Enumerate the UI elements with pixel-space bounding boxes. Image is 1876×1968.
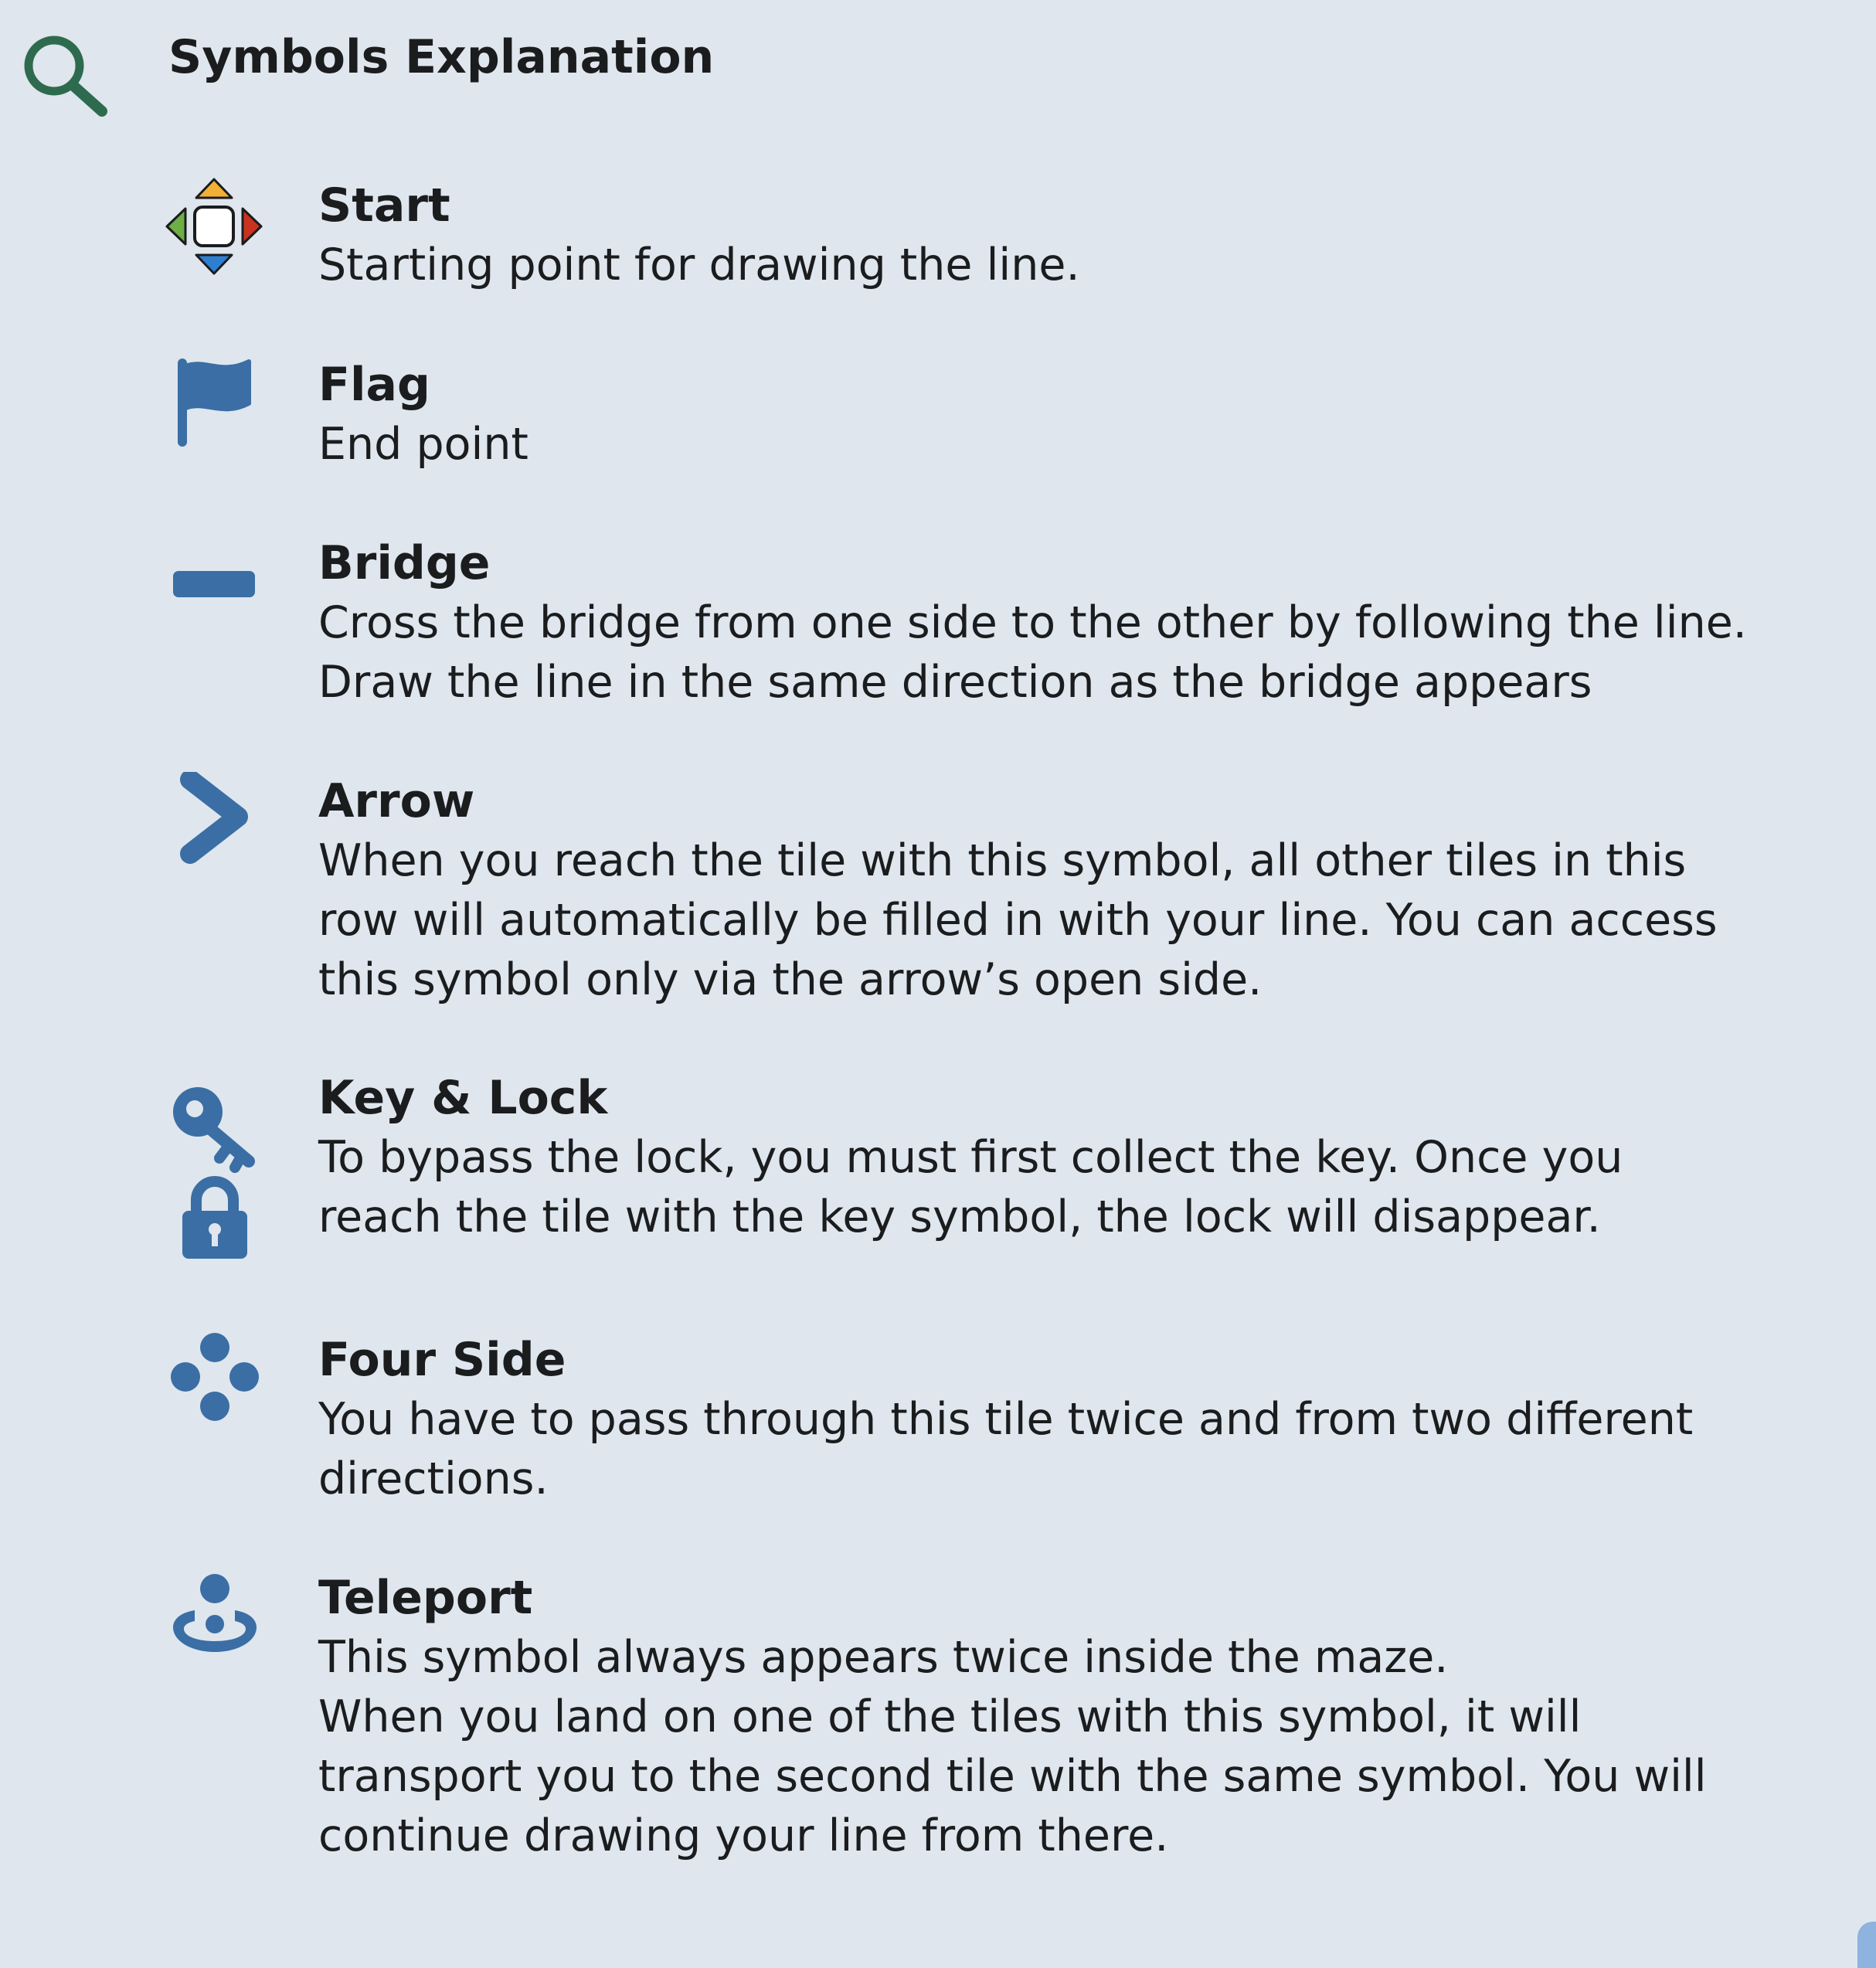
description-line: End point	[318, 419, 528, 470]
description-line: directions.	[318, 1453, 549, 1504]
key-lock-icon	[168, 1084, 261, 1262]
description-line: Cross the bridge from one side to the other by following the line.	[318, 597, 1747, 648]
symbol-description	[318, 831, 1856, 1010]
symbol-title: Four Side	[318, 1333, 566, 1387]
description-line: row will automatically be filled in with your line. You can access	[318, 895, 1718, 946]
lock-icon	[182, 1181, 247, 1259]
scroll-handle[interactable]	[1857, 1922, 1876, 1968]
description-line: To bypass the lock, you must first collect the key. Once you	[318, 1132, 1623, 1183]
page-title: Symbols Explanation	[168, 30, 715, 84]
symbol-description	[318, 236, 1856, 295]
flag-icon	[175, 355, 260, 448]
symbol-title: Key & Lock	[318, 1071, 608, 1125]
magnifier-icon	[15, 29, 116, 122]
description-line: You have to pass through this tile twice and from two different	[318, 1394, 1694, 1445]
description-line: When you reach the tile with this symbol, all other tiles in this	[318, 835, 1687, 886]
four-side-icon	[168, 1331, 261, 1423]
description-line: reach the tile with the key symbol, the lock will disappear.	[318, 1191, 1601, 1242]
key-icon	[173, 1087, 249, 1168]
symbol-description	[318, 1390, 1856, 1509]
symbol-description	[318, 1128, 1856, 1247]
symbol-description	[318, 1628, 1856, 1866]
description-line: This symbol always appears twice inside the maze.	[318, 1632, 1449, 1683]
arrow-icon	[175, 772, 260, 865]
description-line: Starting point for drawing the line.	[318, 240, 1080, 291]
start-icon	[164, 176, 264, 277]
symbol-title: Arrow	[318, 774, 475, 828]
symbol-description	[318, 415, 1856, 474]
description-line: When you land on one of the tiles with this symbol, it will	[318, 1691, 1582, 1742]
symbol-title: Bridge	[318, 536, 491, 590]
symbol-title: Flag	[318, 358, 430, 412]
symbol-title: Start	[318, 178, 450, 233]
symbol-title: Teleport	[318, 1571, 533, 1625]
bridge-icon	[170, 565, 258, 603]
description-line: transport you to the second tile with the same symbol. You will	[318, 1751, 1707, 1802]
description-line: Draw the line in the same direction as the bridge appears	[318, 657, 1592, 708]
teleport-icon	[168, 1572, 261, 1657]
description-line: continue drawing your line from there.	[318, 1810, 1169, 1861]
symbol-description	[318, 593, 1856, 712]
description-line: this symbol only via the arrow’s open side.	[318, 954, 1263, 1005]
